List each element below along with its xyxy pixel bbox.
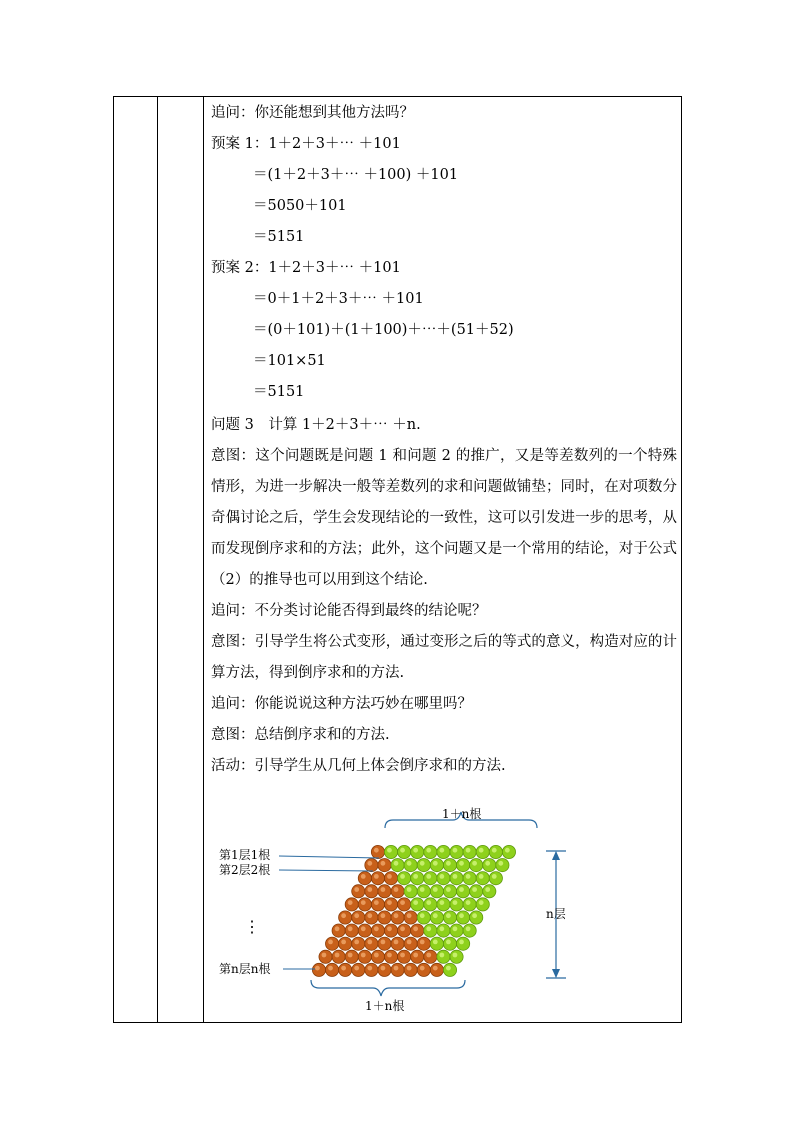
bottom-label: 1＋n根 [365, 999, 405, 1013]
green-ball [443, 885, 456, 898]
green-ball [457, 911, 470, 924]
ball-highlight [335, 926, 340, 931]
ball-highlight [400, 926, 405, 931]
green-ball [502, 845, 515, 858]
ball-highlight [479, 848, 484, 853]
ball-highlight [498, 861, 503, 866]
ball-highlight [387, 874, 392, 879]
green-ball [424, 898, 437, 911]
green-ball [443, 963, 456, 976]
orange-ball [332, 950, 345, 963]
ball-highlight [453, 848, 458, 853]
intent-paragraph: 意图：总结倒序求和的方法. [211, 727, 390, 743]
orange-ball [378, 963, 391, 976]
orange-ball [384, 872, 397, 885]
ball-highlight [381, 966, 386, 971]
ball-highlight [420, 940, 425, 945]
ball-highlight [472, 913, 477, 918]
ball-highlight [387, 900, 392, 905]
ball-highlight [394, 861, 399, 866]
ball-highlight [439, 953, 444, 958]
ball-highlight [341, 913, 346, 918]
orange-ball [371, 924, 384, 937]
ball-highlight [420, 861, 425, 866]
ball-highlight [453, 874, 458, 879]
green-ball [437, 950, 450, 963]
orange-ball [365, 859, 378, 872]
green-ball [430, 911, 443, 924]
row1-label: 第1层1根 [219, 848, 271, 862]
row1-pointer [279, 856, 379, 858]
ball-highlight [361, 874, 366, 879]
ball-highlight [413, 926, 418, 931]
ball-highlight [367, 940, 372, 945]
ball-highlight [485, 887, 490, 892]
green-ball [437, 845, 450, 858]
ball-highlight [439, 926, 444, 931]
orange-ball [384, 898, 397, 911]
green-ball [398, 845, 411, 858]
orange-ball [365, 937, 378, 950]
orange-ball [326, 963, 339, 976]
ball-highlight [374, 953, 379, 958]
orange-ball [345, 924, 358, 937]
ball-highlight [413, 874, 418, 879]
orange-ball [411, 924, 424, 937]
green-ball [417, 885, 430, 898]
orange-ball [378, 911, 391, 924]
green-ball [463, 924, 476, 937]
ball-highlight [367, 913, 372, 918]
intent-paragraph: 意图：这个问题既是问题 1 和问题 2 的推广，又是等差数列的一个特殊情形，为进一步解决一般等差数列的求和问题做铺垫；同时，在对项数分奇偶讨论之后，学生会发现结论的一致性，这可以引发进一步的思考，从而发现倒序求和的方法；此外，这个问题又是一个常用的结论，对于公式（2）的推导也可以用到这个结论. [211, 448, 677, 588]
ball-highlight [400, 953, 405, 958]
ball-highlight [341, 940, 346, 945]
orange-ball [417, 937, 430, 950]
ball-highlight [381, 940, 386, 945]
ball-highlight [374, 900, 379, 905]
ball-highlight [407, 887, 412, 892]
ball-highlight [426, 900, 431, 905]
green-ball [457, 937, 470, 950]
orange-ball [358, 872, 371, 885]
green-ball [411, 872, 424, 885]
bottom-brace [311, 980, 465, 996]
orange-ball [326, 937, 339, 950]
intent-paragraph: 意图：引导学生将公式变形，通过变形之后的等式的意义，构造对应的计算方法，得到倒序求和的方法. [211, 634, 677, 681]
arrow-head-up [552, 851, 560, 860]
ball-highlight [374, 926, 379, 931]
ball-highlight [446, 861, 451, 866]
green-ball [411, 898, 424, 911]
ball-highlight [433, 940, 438, 945]
ball-highlight [413, 900, 418, 905]
ball-highlight [505, 848, 510, 853]
ball-highlight [348, 926, 353, 931]
orange-ball [365, 911, 378, 924]
top-label: 1＋n根 [442, 807, 482, 821]
orange-ball [391, 911, 404, 924]
green-ball [424, 845, 437, 858]
orange-ball [378, 885, 391, 898]
ball-highlight [322, 953, 327, 958]
ball-highlight [485, 861, 490, 866]
orange-ball [371, 872, 384, 885]
ball-highlight [466, 874, 471, 879]
ball-highlight [413, 848, 418, 853]
green-ball [483, 885, 496, 898]
orange-ball [345, 950, 358, 963]
orange-ball [352, 885, 365, 898]
ball-highlight [472, 887, 477, 892]
reverse-sum-diagram [213, 800, 593, 1022]
orange-ball [339, 937, 352, 950]
ball-highlight [381, 913, 386, 918]
green-ball [443, 859, 456, 872]
activity-paragraph: 活动：引导学生从几何上体会倒序求和的方法. [211, 758, 506, 774]
ball-highlight [433, 887, 438, 892]
orange-ball [378, 937, 391, 950]
ball-highlight [367, 861, 372, 866]
parallelogram-figure [213, 800, 593, 1022]
ball-highlight [407, 940, 412, 945]
green-ball [450, 872, 463, 885]
text-line: 预案 2：1＋2＋3＋⋯ ＋101 [211, 260, 401, 276]
green-ball [437, 924, 450, 937]
ball-highlight [446, 966, 451, 971]
green-ball [470, 885, 483, 898]
green-ball [437, 898, 450, 911]
green-ball [411, 845, 424, 858]
column-divider-2 [203, 97, 204, 1022]
green-ball [470, 859, 483, 872]
ball-highlight [387, 926, 392, 931]
ball-highlight [426, 926, 431, 931]
orange-ball [358, 924, 371, 937]
ball-highlight [394, 966, 399, 971]
green-ball [384, 845, 397, 858]
orange-ball [339, 911, 352, 924]
ball-highlight [433, 913, 438, 918]
ball-highlight [466, 926, 471, 931]
ball-highlight [439, 848, 444, 853]
orange-ball [404, 963, 417, 976]
ball-highlight [446, 913, 451, 918]
green-ball [424, 872, 437, 885]
green-ball [450, 950, 463, 963]
ball-highlight [354, 887, 359, 892]
vertical-ellipsis: ⋮ [244, 917, 260, 936]
ball-highlight [459, 940, 464, 945]
ball-highlight [394, 940, 399, 945]
green-ball [463, 845, 476, 858]
orange-ball [352, 937, 365, 950]
orange-ball [352, 911, 365, 924]
orange-ball [404, 937, 417, 950]
ball-highlight [407, 861, 412, 866]
followup-question: 追问：你能说说这种方法巧妙在哪里吗？ [211, 696, 472, 712]
column-divider-1 [157, 97, 158, 1022]
ball-highlight [328, 940, 333, 945]
text-line: ＝(0＋101)＋(1＋100)＋⋯＋(51＋52) [253, 322, 514, 338]
text-line: ＝101×51 [253, 353, 326, 369]
ball-highlight [367, 887, 372, 892]
ball-highlight [341, 966, 346, 971]
green-ball [404, 859, 417, 872]
ball-highlight [459, 887, 464, 892]
green-ball [476, 845, 489, 858]
ball-highlight [426, 953, 431, 958]
ball-highlight [335, 953, 340, 958]
green-ball [496, 859, 509, 872]
orange-ball [371, 898, 384, 911]
ball-highlight [446, 940, 451, 945]
orange-ball [398, 950, 411, 963]
ball-highlight [413, 953, 418, 958]
orange-ball [365, 963, 378, 976]
ball-highlight [433, 861, 438, 866]
orange-ball [398, 924, 411, 937]
green-ball [430, 937, 443, 950]
text-line: 预案 1：1＋2＋3＋⋯ ＋101 [211, 136, 401, 152]
green-ball [404, 885, 417, 898]
green-ball [443, 911, 456, 924]
text-line: 追问：你还能想到其他方法吗？ [211, 105, 414, 121]
ball-highlight [328, 966, 333, 971]
green-ball [489, 872, 502, 885]
green-ball [463, 872, 476, 885]
green-ball [443, 937, 456, 950]
ball-highlight [453, 900, 458, 905]
orange-ball [378, 859, 391, 872]
ball-highlight [315, 966, 320, 971]
ball-highlight [387, 953, 392, 958]
green-ball [430, 885, 443, 898]
ball-highlight [348, 953, 353, 958]
ball-highlight [361, 926, 366, 931]
ball-highlight [466, 900, 471, 905]
text-line: ＝5151 [253, 384, 305, 400]
ball-highlight [361, 900, 366, 905]
row2-pointer [279, 870, 373, 871]
orange-ball [424, 950, 437, 963]
orange-ball [319, 950, 332, 963]
orange-ball [352, 963, 365, 976]
ball-highlight [400, 848, 405, 853]
ball-highlight [492, 848, 497, 853]
ball-highlight [381, 887, 386, 892]
ball-highlight [387, 848, 392, 853]
green-ball [424, 924, 437, 937]
ball-highlight [433, 966, 438, 971]
green-ball [450, 845, 463, 858]
orange-ball [391, 963, 404, 976]
ball-highlight [407, 913, 412, 918]
green-ball [489, 845, 502, 858]
green-ball [470, 911, 483, 924]
orange-ball [384, 950, 397, 963]
content-cell [211, 98, 677, 782]
ball-highlight [426, 848, 431, 853]
ball-highlight [472, 861, 477, 866]
text-line: ＝0＋1＋2＋3＋⋯ ＋101 [253, 291, 424, 307]
ball-highlight [354, 940, 359, 945]
green-ball [417, 911, 430, 924]
ball-highlight [420, 966, 425, 971]
ball-highlight [400, 874, 405, 879]
green-ball [457, 859, 470, 872]
ball-highlight [479, 874, 484, 879]
orange-ball [384, 924, 397, 937]
orange-ball [339, 963, 352, 976]
ball-highlight [439, 900, 444, 905]
orange-ball [312, 963, 325, 976]
problem-heading: 问题 3 计算 1＋2＋3＋⋯ ＋n. [211, 417, 421, 433]
ball-highlight [400, 900, 405, 905]
ball-highlight [361, 953, 366, 958]
text-line: ＝5151 [253, 229, 305, 245]
orange-ball [371, 950, 384, 963]
ball-highlight [459, 913, 464, 918]
green-ball [463, 898, 476, 911]
ball-highlight [446, 887, 451, 892]
text-line: ＝(1＋2＋3＋⋯ ＋100) ＋101 [253, 167, 459, 183]
ball-highlight [367, 966, 372, 971]
row2-label: 第2层2根 [219, 863, 271, 877]
ball-highlight [453, 926, 458, 931]
orange-ball [332, 924, 345, 937]
orange-ball [417, 963, 430, 976]
ball-highlight [439, 874, 444, 879]
orange-ball [404, 911, 417, 924]
ball-grid [312, 845, 515, 976]
orange-ball [391, 937, 404, 950]
rown-label: 第n层n根 [219, 962, 271, 976]
orange-ball [345, 898, 358, 911]
orange-ball [398, 898, 411, 911]
ball-highlight [381, 861, 386, 866]
green-ball [417, 859, 430, 872]
orange-ball [365, 885, 378, 898]
orange-ball [411, 950, 424, 963]
ball-highlight [354, 913, 359, 918]
green-ball [483, 859, 496, 872]
orange-ball [358, 950, 371, 963]
ball-highlight [394, 913, 399, 918]
ball-highlight [453, 953, 458, 958]
ball-highlight [479, 900, 484, 905]
ball-highlight [426, 874, 431, 879]
green-ball [450, 924, 463, 937]
ball-highlight [374, 848, 379, 853]
ball-highlight [466, 848, 471, 853]
orange-ball [358, 898, 371, 911]
green-ball [476, 872, 489, 885]
orange-ball [371, 845, 384, 858]
ball-highlight [492, 874, 497, 879]
orange-ball [391, 885, 404, 898]
ball-highlight [407, 966, 412, 971]
green-ball [437, 872, 450, 885]
followup-question: 追问：不分类讨论能否得到最终的结论呢？ [211, 603, 487, 619]
ball-highlight [354, 966, 359, 971]
text-line: ＝5050＋101 [253, 198, 347, 214]
green-ball [450, 898, 463, 911]
green-ball [476, 898, 489, 911]
green-ball [398, 872, 411, 885]
green-ball [457, 885, 470, 898]
ball-highlight [420, 913, 425, 918]
ball-highlight [394, 887, 399, 892]
ball-highlight [374, 874, 379, 879]
ball-highlight [420, 887, 425, 892]
arrow-head-down [552, 969, 560, 978]
ball-highlight [459, 861, 464, 866]
green-ball [391, 859, 404, 872]
green-ball [430, 859, 443, 872]
ball-highlight [348, 900, 353, 905]
orange-ball [430, 963, 443, 976]
right-label: n层 [546, 907, 566, 921]
